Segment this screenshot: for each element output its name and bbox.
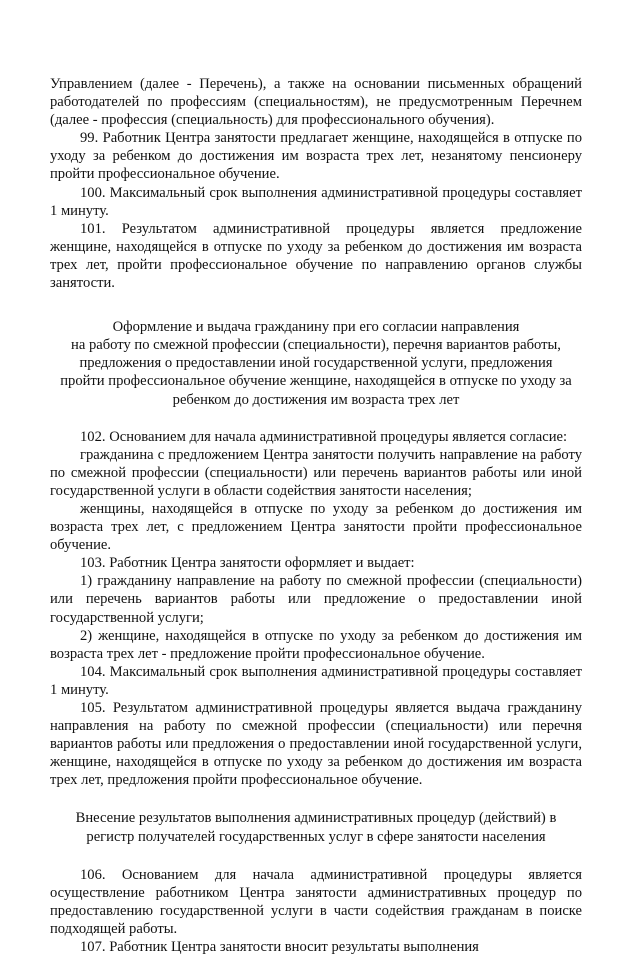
paragraph-100: 100. Максимальный срок выполнения административной процедуры составляет 1 минуту. <box>50 184 582 219</box>
paragraph-104: 104. Максимальный срок выполнения административной процедуры составляет 1 минуту. <box>50 663 582 698</box>
paragraph-102: 102. Основанием для начала административной процедуры является согласие: <box>80 428 568 445</box>
paragraph-103-item-1: 1) гражданину направление на работу по смежной профессии (специальности) или перечень вариантов работы или предложение о предоставлении иной государственной услуги; <box>50 573 582 626</box>
heading-line: регистр получателей государственных услуг в сфере занятости населения <box>86 828 546 845</box>
heading-line: Внесение результатов выполнения административных процедур (действий) в <box>75 810 557 827</box>
section-heading-registry <box>50 809 582 845</box>
paragraph-103-item-2: 2) женщине, находящейся в отпуске по уходу за ребенком до достижения им возраста трех лет - предложение пройти профессиональное обучение. <box>50 627 582 662</box>
paragraph-102-citizen: гражданина с предложением Центра занятости получить направление на работу по смежной профессии (специальности) или перечень вариантов работы или иной государственной услуги в области содействия занятости населения; <box>50 446 582 499</box>
heading-line: пройти профессиональное обучение женщине, находящейся в отпуске по уходу за <box>60 373 572 390</box>
paragraph-101: 101. Результатом административной процедуры является предложение женщине, находящейся в отпуске по уходу за ребенком до достижения им возраста трех лет, пройти профессиональное обучение по направлению органов службы занятости. <box>50 220 582 292</box>
heading-line: предложения о предоставлении иной государственной услуги, предложения <box>79 355 553 372</box>
paragraph-106: 106. Основанием для начала административной процедуры является осуществление работником Центра занятости административных процедур по предоставлению государственной услуги в части содействия гражданам в поиске подходящей работы. <box>50 866 582 937</box>
section-heading-issuance <box>50 318 582 408</box>
paragraph-99: 99. Работник Центра занятости предлагает женщине, находящейся в отпуске по уходу за ребенком до достижения им возраста трех лет, незанятому пенсионеру пройти профессиональное обучение. <box>50 130 582 183</box>
paragraph-105: 105. Результатом административной процедуры является выдача гражданину направления на работу по смежной профессии (специальности) или перечня вариантов работы или предложения о предоставлении иной государственной услуги, женщине, находящейся в отпуске по уходу за ребенком до достижения им возраста трех лет, предложения пройти профессиональное обучение. <box>50 700 582 789</box>
paragraph-107: 107. Работник Центра занятости вносит результаты выполнения <box>80 939 479 956</box>
heading-line: на работу по смежной профессии (специальности), перечня вариантов работы, <box>71 337 561 354</box>
paragraph-102-woman: женщины, находящейся в отпуске по уходу за ребенком до достижения им возраста трех лет, с предложением Центра занятости пройти профессиональное обучение. <box>50 500 582 554</box>
paragraph-continuation: Управлением (далее - Перечень), а также на основании письменных обращений работодателей по профессиям (специальностям), не предусмотренным Перечнем (далее - профессия (специальность) для профессионального обучения). <box>50 76 582 129</box>
heading-line: ребенком до достижения им возраста трех лет <box>172 391 460 408</box>
paragraph-103: 103. Работник Центра занятости оформляет и выдает: <box>80 555 415 572</box>
heading-line: Оформление и выдача гражданину при его согласии направления <box>112 319 520 336</box>
